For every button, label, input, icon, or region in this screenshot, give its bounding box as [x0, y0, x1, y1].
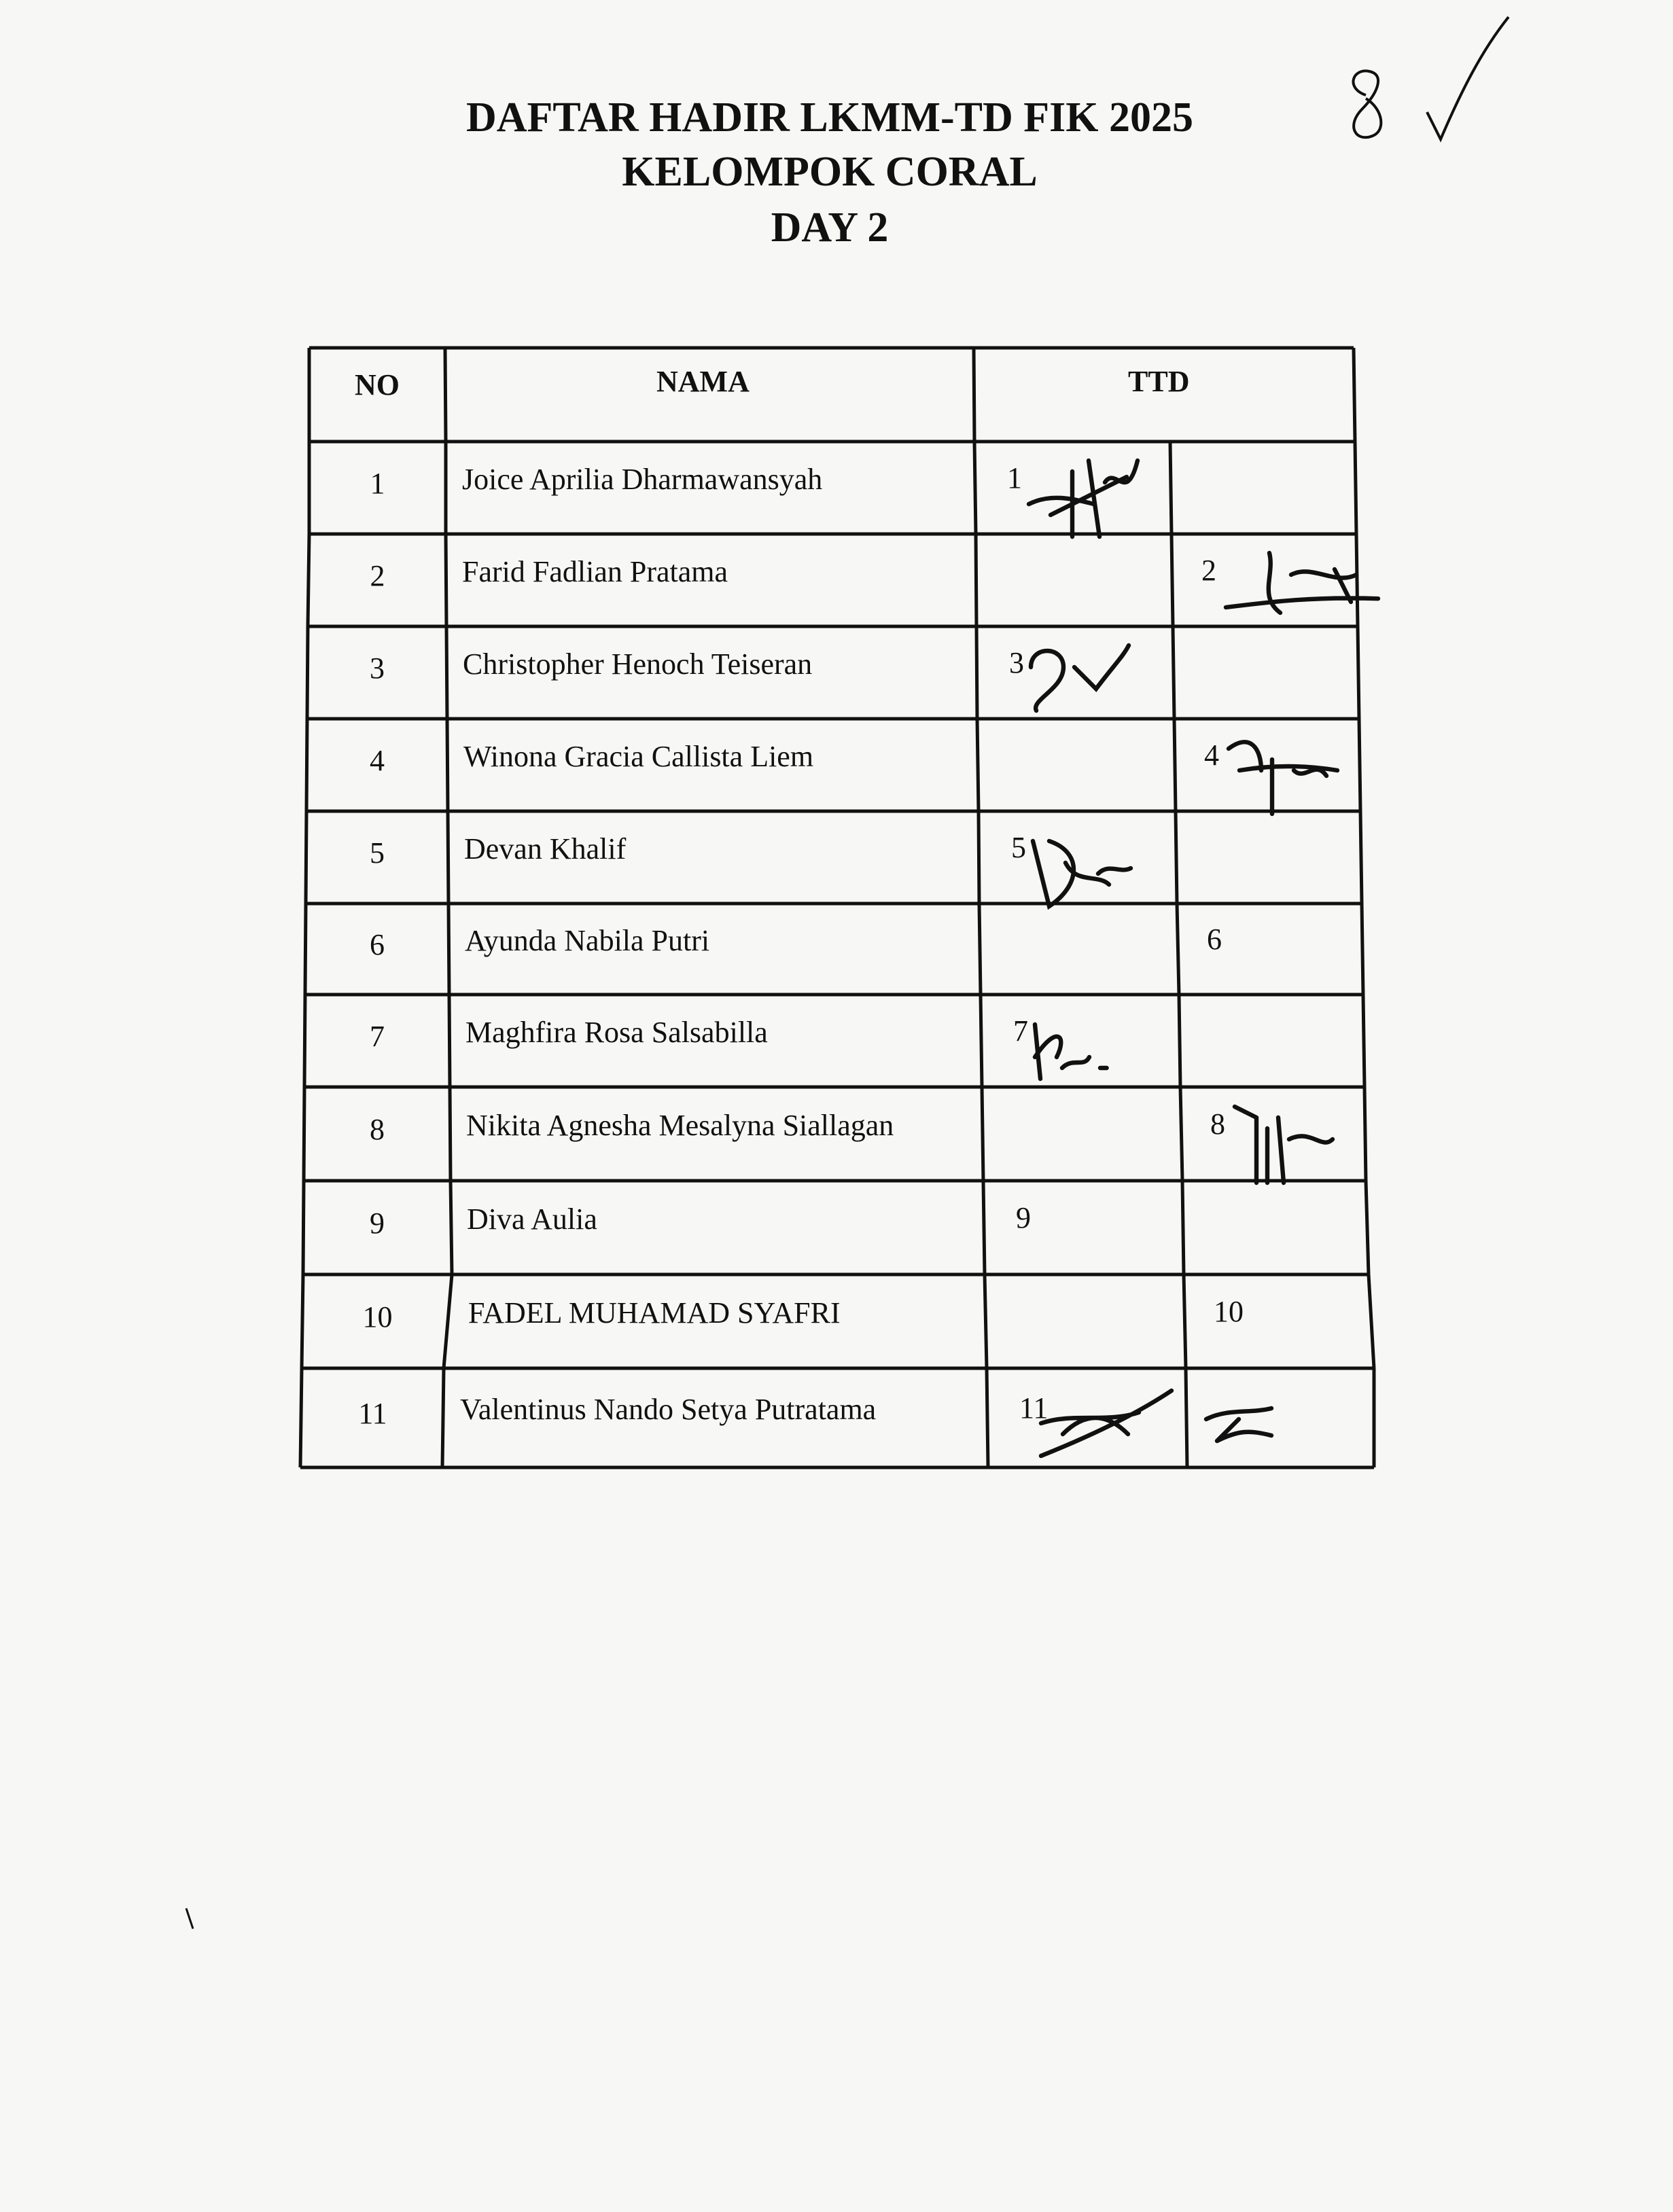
row-number: 11 — [358, 1397, 387, 1430]
day-label: DAY 2 — [771, 204, 889, 251]
handwritten-signature — [1033, 841, 1131, 906]
signature-number-left: 1 — [1007, 461, 1022, 495]
handwritten-signature — [1031, 645, 1129, 711]
handwritten-signature — [1229, 742, 1337, 814]
handwritten-signature — [1041, 1391, 1172, 1456]
row-number: 10 — [362, 1300, 393, 1334]
participant-name: Valentinus Nando Setya Putratama — [460, 1393, 877, 1426]
participant-name: Winona Gracia Callista Liem — [463, 740, 814, 773]
row-number: 3 — [370, 652, 385, 685]
participant-name: Nikita Agnesha Mesalyna Siallagan — [466, 1109, 894, 1142]
participant-name: Ayunda Nabila Putri — [465, 924, 710, 957]
signature-number-right: 8 — [1210, 1107, 1225, 1141]
row-number: 5 — [370, 836, 385, 870]
signature-number-left: 5 — [1011, 831, 1026, 864]
participant-name: Christopher Henoch Teiseran — [463, 647, 813, 681]
handwritten-signature — [1206, 1408, 1271, 1441]
signature-number-left: 11 — [1019, 1391, 1049, 1425]
signature-number-left: 3 — [1009, 646, 1024, 679]
signature-number-right: 10 — [1214, 1295, 1244, 1328]
row-number: 7 — [370, 1020, 385, 1053]
participant-name: Devan Khalif — [464, 832, 627, 866]
participant-name: Maghfira Rosa Salsabilla — [465, 1016, 768, 1049]
row-number: 1 — [370, 467, 385, 500]
handwritten-signature — [1235, 1107, 1333, 1183]
signature-number-right: 4 — [1204, 738, 1219, 772]
signature-number-right: 2 — [1201, 554, 1216, 587]
participant-name: Farid Fadlian Pratama — [462, 555, 728, 588]
column-header-no: NO — [355, 368, 400, 402]
handwritten-signature — [1035, 1024, 1107, 1079]
row-number: 9 — [370, 1207, 385, 1240]
participant-name: Diva Aulia — [467, 1202, 597, 1236]
row-number: 8 — [370, 1113, 385, 1146]
handwritten-signature — [1029, 461, 1138, 537]
group-name: KELOMPOK CORAL — [622, 149, 1038, 195]
signature-number-left: 9 — [1016, 1201, 1031, 1234]
document-title: DAFTAR HADIR LKMM-TD FIK 2025 — [465, 94, 1193, 141]
column-header-ttd: TTD — [1128, 365, 1190, 398]
signature-number-left: 7 — [1013, 1014, 1028, 1048]
stray-mark — [183, 1906, 197, 1936]
signature-number-right: 6 — [1207, 923, 1222, 956]
row-number: 2 — [370, 559, 385, 592]
participant-name: FADEL MUHAMAD SYAFRI — [468, 1296, 841, 1330]
column-header-nama: NAMA — [656, 365, 750, 398]
row-number: 6 — [370, 928, 385, 961]
participant-name: Joice Aprilia Dharmawansyah — [462, 463, 823, 496]
row-number: 4 — [370, 744, 385, 777]
